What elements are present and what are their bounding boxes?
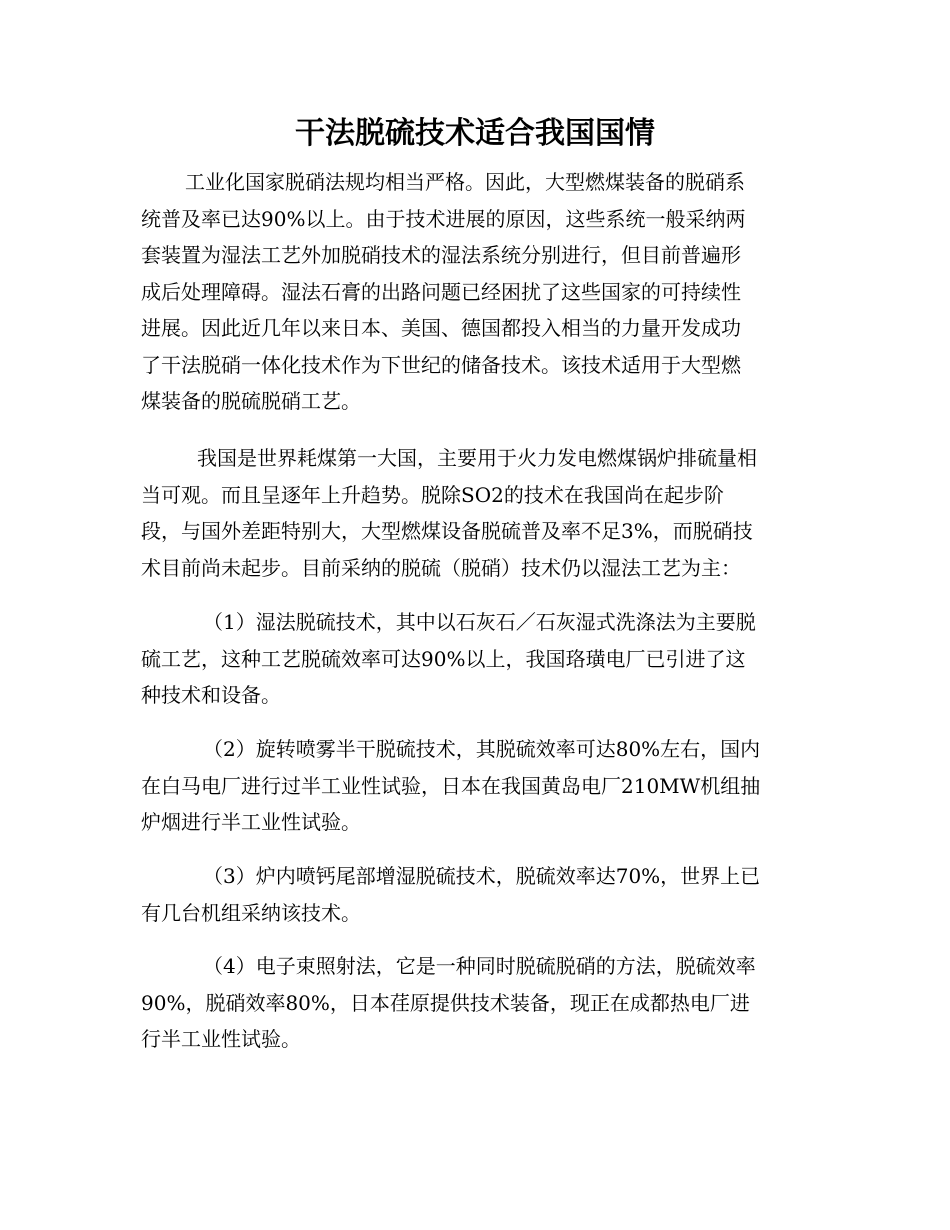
paragraph-line: 行半工业性试验。: [141, 1027, 301, 1051]
paragraph-line: （4）电子束照射法，它是一种同时脱硫脱硝的方法，脱硫效率: [203, 954, 756, 978]
paragraph-line: 种技术和设备。: [141, 683, 281, 707]
paragraph-line: 在白马电厂进行过半工业性试验，日本在我国黄岛电厂210MW机组抽: [141, 773, 761, 798]
paragraph-line: 当可观。而且呈逐年上升趋势。脱除SO2的技术在我国尚在起步阶: [141, 482, 724, 507]
paragraph-4: [141, 731, 809, 841]
paragraph-2: [141, 440, 809, 586]
paragraph-6: [141, 948, 809, 1058]
paragraph-line: 硫工艺，这种工艺脱硫效率可达90%以上，我国珞璜电厂已引进了这: [141, 646, 746, 671]
paragraph-line: （3）炉内喷钙尾部增湿脱硫技术，脱硫效率达70%，世界上已: [203, 864, 761, 888]
paragraph-line: 工业化国家脱硝法规均相当严格。因此，大型燃煤装备的脱硝系: [185, 170, 745, 194]
paragraph-line: 有几台机组采纳该技术。: [141, 900, 361, 925]
document-title: 干法脱硫技术适合我国国情: [295, 116, 655, 151]
paragraph-3: [141, 604, 809, 714]
paragraph-line: 段，与国外差距特别大，大型燃煤设备脱硫普及率不足3%，而脱硝技: [141, 519, 753, 543]
paragraph-5: [141, 858, 809, 931]
paragraph-line: 90%，脱硝效率80%，日本荏原提供技术装备，现正在成都热电厂进: [141, 990, 750, 1015]
paragraph-line: 了干法脱硝一体化技术作为下世纪的储备技术。该技术适用于大型燃: [141, 352, 741, 377]
paragraph-line: 成后处理障碍。湿法石膏的出路问题已经困扰了这些国家的可持续性: [141, 279, 741, 304]
paragraph-line: 套装置为湿法工艺外加脱硝技术的湿法系统分别进行，但目前普遍形: [141, 243, 741, 267]
paragraph-line: 我国是世界耗煤第一大国，主要用于火力发电燃煤锅炉排硫量相: [197, 446, 757, 470]
paragraph-line: 统普及率已达90%以上。由于技术进展的原因，这些系统一般采纳两: [141, 206, 746, 231]
paragraph-line: 进展。因此近几年以来日本、美国、德国都投入相当的力量开发成功: [141, 316, 741, 340]
paragraph-1: [141, 164, 809, 420]
paragraph-line: 煤装备的脱硫脱硝工艺。: [141, 389, 361, 413]
paragraph-line: （1）湿法脱硫技术，其中以石灰石／石灰湿式洗涤法为主要脱: [203, 610, 756, 634]
paragraph-line: 炉烟进行半工业性试验。: [141, 810, 361, 834]
paragraph-line: 术目前尚未起步。目前采纳的脱硫（脱硝）技术仍以湿法工艺为主：: [141, 555, 741, 580]
paragraph-line: （2）旋转喷雾半干脱硫技术，其脱硫效率可达80%左右，国内: [203, 737, 761, 761]
